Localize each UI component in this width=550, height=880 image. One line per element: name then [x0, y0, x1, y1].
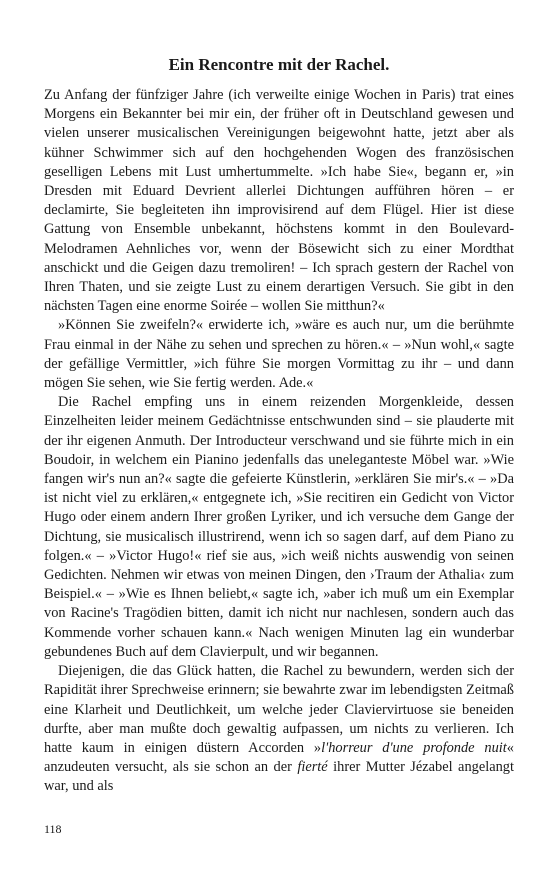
paragraph-4-text-after: ihrer Mutter Jézabel angelangt war, und als: [44, 759, 514, 795]
page-content: [44, 54, 514, 797]
page-number: 118: [44, 822, 62, 836]
paragraph-4-italic-quote: l'horreur d'une profonde nuit: [321, 739, 507, 756]
paragraph-1: Zu Anfang der fünfziger Jahre (ich verweilte einige Wochen in Paris) trat eines Morgens ein Bekannter bei mir ein, der früher oft in Deutschland gewesen und vielen unserer musicalischen Vereinigungen beigewohnt hatte, jetzt aber als kühner Schwimmer sich auf den hochgehenden Wogen des französischen geselligen Lebens mit Lust umhertummelte. »Ich habe Sie«, begann er, »in Dresden mit Eduard Devrient allerlei Dichtungen aufführen hören – er declamirte, Sie begleiteten ihn improvisirend auf dem Flügel. Hier ist diese Gattung von Ensemble unbekannt, höchstens kommt in den Boulevard-Melodramen Aehnliches vor, wenn der Bösewicht sich zu einer Mordthat anschickt und die Geigen dazu tremoliren! – Ich sprach gestern der Rachel von Ihren Thaten, und sie zeigte Lust zu einem derartigen Versuch. Sie gibt in den nächsten Tagen eine enorme Soirée – wollen Sie mitthun?«: [44, 87, 514, 315]
paragraph-4-italic-word: fierté: [297, 759, 328, 776]
paragraph-2: »Können Sie zweifeln?« erwiderte ich, »wäre es auch nur, um die berühmte Frau einmal in der Nähe zu sehen und sprechen zu hören.« – »Nun wohl,« sagte der gefällige Vermittler, »ich führe Sie morgen Vormittag zu ihr – und dann mögen Sie sehen, wie Sie fertig werden. Ade.«: [44, 317, 514, 392]
chapter-title: Ein Rencontre mit der Rachel.: [168, 55, 390, 74]
paragraph-4-text-middle: « anzudeuten versucht, als sie schon an der: [44, 739, 514, 776]
paragraph-4-text-before: Diejenigen, die das Glück hatten, die Rachel zu bewundern, werden sich der Rapidität ihrer Sprechweise erinnern; sie bewahrte zwar im lebendigsten Zeitmaß eine Klarheit und Deutlichkeit, um welche jeder Claviervirtuose sie beneiden durfte, aber man mußte doch gewaltig aufpassen, um nichts zu verlieren. Ich hatte kaum in einigen düstern Accorden »: [44, 663, 514, 756]
paragraph-3: Die Rachel empfing uns in einem reizenden Morgenkleide, dessen Einzelheiten leider meinem Gedächtnisse entschwunden sind – sie plauderte mit der ihr eigenen Anmuth. Der Introducteur verschwand und sie führte mich in ein Boudoir, in welchem ein Pianino jedenfalls das uneleganteste Möbel war. »Wie fangen wir's nun an?« sagte die gefeierte Künstlerin, »erklären Sie mir's.« – »Da ist nicht viel zu erklären,« entgegnete ich, »Sie recitiren ein Gedicht von Victor Hugo oder einem andern Ihrer großen Lyriker, und ich versuche dem Gange der Dichtung, sie musicalisch illustrirend, wenn ich so sagen darf, auf dem Piano zu folgen.« – »Victor Hugo!« rief sie aus, »ich weiß nichts auswendig von seinen Gedichten. Nehmen wir etwas von meinen Dingen, den ›Traum der Athalia‹ zum Beispiel.« – »Wie es Ihnen beliebt,« sagte ich, »aber ich muß um ein Exemplar von Racine's Tragödien bitten, damit ich nicht nur nachlesen, sondern auch das Kommende vorher schauen kann.« Nach wenigen Minuten lag ein wunderbar gebundenes Buch auf dem Clavierpult, und wir begannen.: [44, 394, 514, 660]
paragraph-4: [44, 662, 514, 796]
